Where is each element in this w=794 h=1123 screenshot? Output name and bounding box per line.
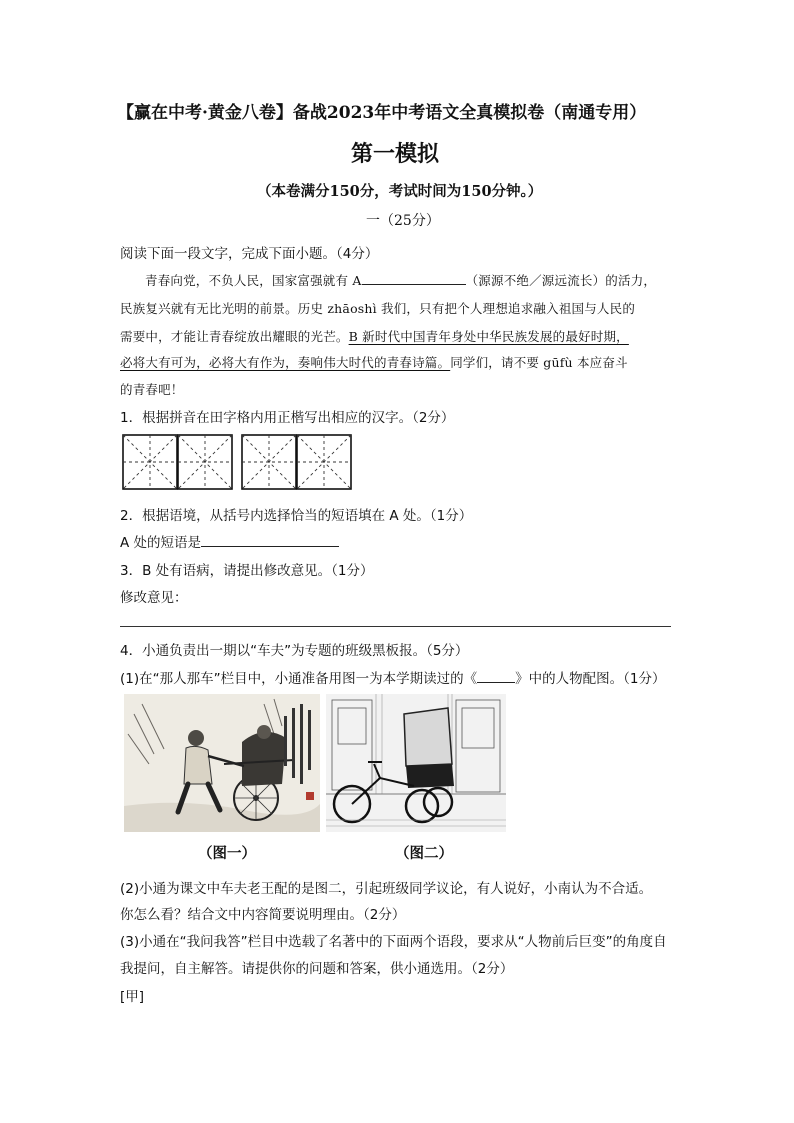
passage-line-3: 需要中，才能让青春绽放出耀眼的光芒。B 新时代中国青年身处中华民族发展的最好时期， — [120, 329, 629, 344]
figure-1-caption: （图一） — [198, 845, 256, 862]
question-3: 3．B 处有语病，请提出修改意见。（1分） — [120, 563, 374, 579]
section-label: 一（25分） — [366, 213, 440, 229]
book-title-blank[interactable] — [477, 670, 515, 683]
question-3-answer-label: 修改意见： — [120, 590, 188, 606]
figure-2-image — [326, 694, 506, 832]
passage-line-2: 民族复兴就有无比光明的前景。历史 zhāoshì 我们，只有把个人理想追求融入祖国与人民的 — [120, 301, 636, 316]
answer-line-b[interactable] — [120, 626, 671, 627]
question-4-1: (1)在“那人那车”栏目中，小通准备用图一为本学期读过的《 》中的人物配图。（1分） — [120, 671, 666, 687]
question-4-2-line-2: 你怎么看？结合文中内容简要说明理由。（2分） — [120, 907, 406, 923]
passage-line-4: 必将大有可为，必将大有作为，奏响伟大时代的青春诗篇。同学们，请不要 gūfù 本应奋斗 — [120, 355, 628, 370]
tianzige-grid-drawing — [122, 434, 354, 490]
passage-line-1: 青春向党，不负人民，国家富强就有 A （源源不绝／源远流长）的活力， — [145, 273, 657, 288]
question-4-3-line-2: 我提问，自主解答。请提供你的问题和答案，供小通选用。（2分） — [120, 961, 514, 977]
exam-subtitle: 第一模拟 — [351, 142, 440, 167]
question-4-3-line-1: (3)小通在“我问我答”栏目中选载了名著中的下面两个语段，要求从“人物前后巨变”的角度自 — [120, 934, 667, 950]
question-4-2-line-1: (2)小通为课文中车夫老王配的是图二，引起班级同学议论，有人说好，小南认为不合适。 — [120, 881, 653, 897]
question-2-answer: A 处的短语是 — [120, 531, 339, 551]
passage-line-5: 的青春吧！ — [120, 382, 184, 397]
question-4: 4．小通负责出一期以“车夫”为专题的班级黑板报。（5分） — [120, 643, 469, 659]
answer-blank-a[interactable] — [201, 534, 339, 547]
sentence-b: B 新时代中国青年身处中华民族发展的最好时期， — [348, 329, 629, 344]
exam-title: 【赢在中考·黄金八卷】备战2023年中考语文全真模拟卷（南通专用） — [117, 103, 647, 123]
exam-info: （本卷满分150分，考试时间为150分钟。） — [257, 183, 543, 200]
rickshaw-puller-illustration — [124, 694, 320, 832]
blank-a — [362, 272, 466, 285]
tricycle-illustration — [326, 694, 506, 832]
question-2: 2．根据语境，从括号内选择恰当的短语填在 A 处。（1分） — [120, 508, 473, 524]
tianzige-grid — [122, 434, 354, 490]
sentence-b-cont: 必将大有可为，必将大有作为，奏响伟大时代的青春诗篇。 — [120, 355, 451, 370]
excerpt-jia-label: [甲] — [120, 989, 145, 1005]
figure-1-image — [124, 694, 320, 832]
intro-text: 阅读下面一段文字，完成下面小题。（4分） — [120, 246, 379, 262]
question-1: 1．根据拼音在田字格内用正楷写出相应的汉字。（2分） — [120, 410, 455, 426]
figure-2-caption: （图二） — [395, 845, 453, 862]
